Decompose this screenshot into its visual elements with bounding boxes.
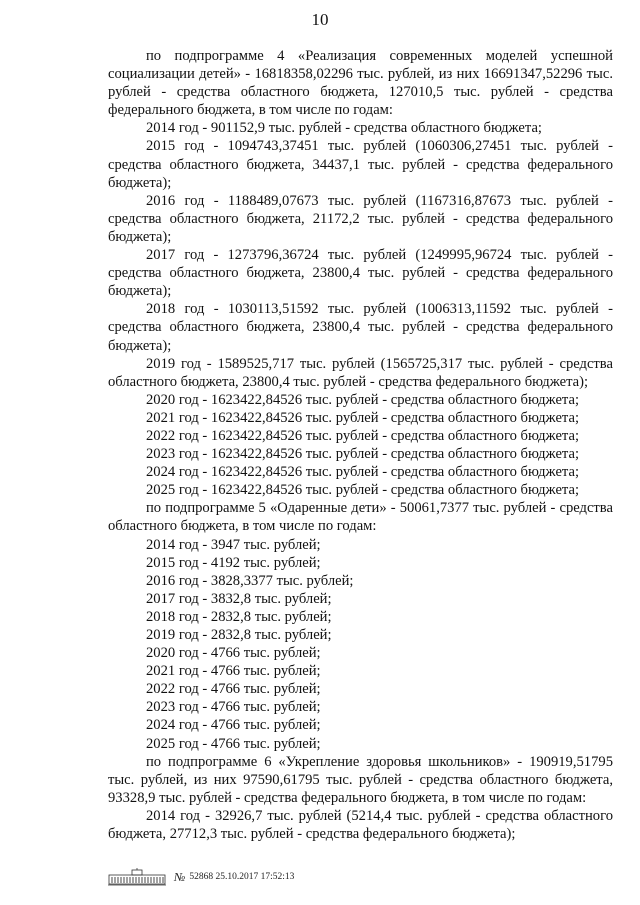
paragraph: 2017 год - 1273796,36724 тыс. рублей (1249995,96724 тыс. рублей - средства областного бюджета, 23800,4 тыс. рублей - средства федерального бюджета); bbox=[108, 247, 613, 300]
paragraph: 2014 год - 901152,9 тыс. рублей - средства областного бюджета; bbox=[146, 120, 542, 137]
paragraph: 2025 год - 1623422,84526 тыс. рублей - средства областного бюджета; bbox=[146, 482, 580, 499]
paragraph: 2024 год - 4766 тыс. рублей; bbox=[146, 717, 321, 734]
paragraph: 2023 год - 1623422,84526 тыс. рублей - средства областного бюджета; bbox=[146, 446, 580, 463]
document-registration-info: 52868 25.10.2017 17:52:13 bbox=[189, 872, 295, 882]
paragraph: 2016 год - 1188489,07673 тыс. рублей (1167316,87673 тыс. рублей - средства областного бюджета, 21172,2 тыс. рублей - средства федерального бюджета); bbox=[108, 192, 613, 245]
paragraph: 2023 год - 4766 тыс. рублей; bbox=[146, 699, 321, 716]
paragraph: 2016 год - 3828,3377 тыс. рублей; bbox=[146, 572, 354, 589]
paragraph: 2017 год - 3832,8 тыс. рублей; bbox=[146, 590, 332, 607]
document-footer bbox=[108, 868, 294, 886]
paragraph: 2024 год - 1623422,84526 тыс. рублей - средства областного бюджета; bbox=[146, 464, 580, 481]
paragraph: по подпрограмме 6 «Укрепление здоровья школьников» - 190919,51795 тыс. рублей, из них 97590,61795 тыс. рублей - средства областного бюджета, 93328,9 тыс. рублей - средства федерального бюджета, в том числе по годам: bbox=[108, 753, 613, 806]
paragraph: 2021 год - 4766 тыс. рублей; bbox=[146, 663, 321, 680]
document-body bbox=[108, 47, 613, 843]
paragraph: 2014 год - 3947 тыс. рублей; bbox=[146, 536, 321, 553]
paragraph: 2019 год - 2832,8 тыс. рублей; bbox=[146, 627, 332, 643]
number-sign: № bbox=[174, 869, 186, 884]
paragraph: 2021 год - 1623422,84526 тыс. рублей - средства областного бюджета; bbox=[146, 409, 580, 426]
paragraph: 2025 год - 4766 тыс. рублей; bbox=[146, 735, 321, 752]
paragraph: 2015 год - 1094743,37451 тыс. рублей (1060306,27451 тыс. рублей - средства областного бюджета, 34437,1 тыс. рублей - средства федерального бюджета); bbox=[108, 138, 613, 191]
paragraph: 2018 год - 1030113,51592 тыс. рублей (1006313,11592 тыс. рублей - средства областного бюджета, 23800,4 тыс. рублей - средства федерального бюджета); bbox=[108, 301, 613, 354]
paragraph: по подпрограмме 4 «Реализация современных моделей успешной социализации детей» - 16818358,02296 тыс. рублей, из них 16691347,52296 тыс. рублей - средства областного бюджета, 127010,5 тыс. рублей - средства федерального бюджета, в том числе по годам: bbox=[108, 48, 613, 119]
page-number: 10 bbox=[311, 10, 329, 29]
paragraph: по подпрограмме 5 «Одаренные дети» - 50061,7377 тыс. рублей - средства областного бюджета, в том числе по годам: bbox=[108, 500, 613, 535]
paragraph: 2014 год - 32926,7 тыс. рублей (5214,4 тыс. рублей - средства областного бюджета, 27712,3 тыс. рублей - средства федерального бюджета); bbox=[108, 807, 613, 843]
paragraph: 2020 год - 4766 тыс. рублей; bbox=[146, 645, 321, 662]
paragraph: 2019 год - 1589525,717 тыс. рублей (1565725,317 тыс. рублей - средства областного бюджета, 23800,4 тыс. рублей - средства федерального бюджета); bbox=[108, 355, 613, 390]
paragraph: 2018 год - 2832,8 тыс. рублей; bbox=[146, 608, 332, 625]
paragraph: 2022 год - 1623422,84526 тыс. рублей - средства областного бюджета; bbox=[146, 427, 580, 444]
paragraph: 2020 год - 1623422,84526 тыс. рублей - средства областного бюджета; bbox=[146, 391, 580, 408]
paragraph: 2022 год - 4766 тыс. рублей; bbox=[146, 681, 321, 698]
paragraph: 2015 год - 4192 тыс. рублей; bbox=[146, 554, 321, 571]
building-stamp-icon bbox=[108, 868, 166, 886]
